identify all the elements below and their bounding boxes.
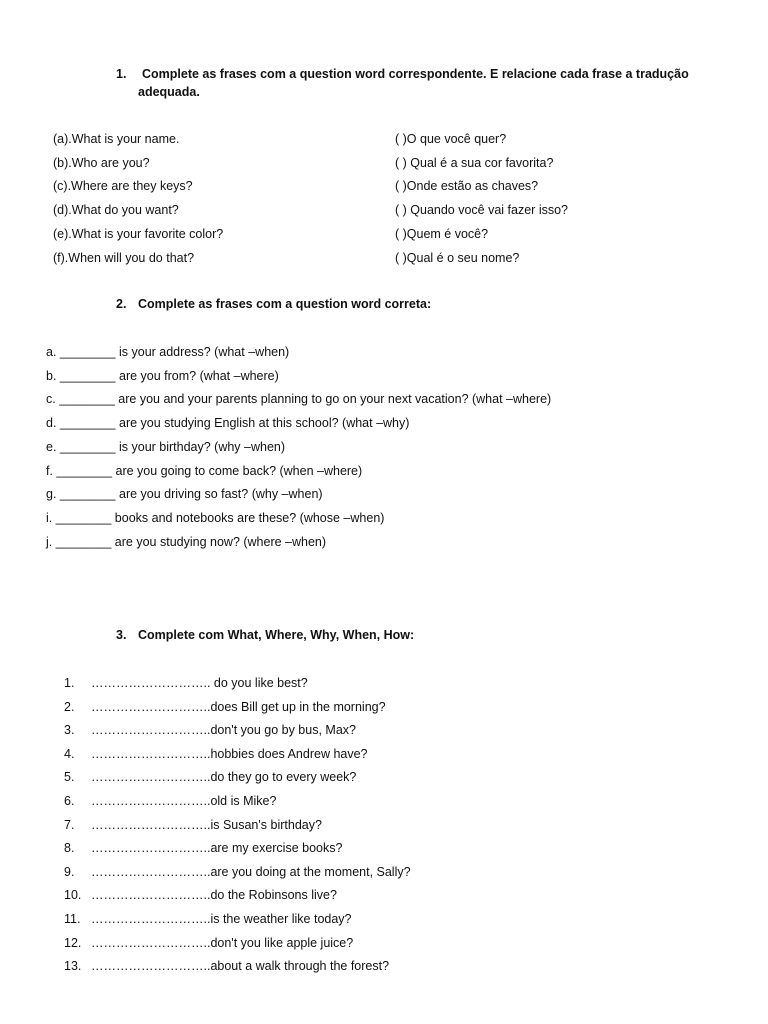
match-translation-item: ( )Onde estão as chaves? — [395, 179, 539, 194]
fill-blank-item: i. ________ books and notebooks are these? (whose –when) — [46, 510, 385, 525]
exercise-item: ………………………..are my exercise books? — [91, 841, 343, 856]
section2-number: 2. — [116, 297, 127, 311]
exercise-item: ………………………..do the Robinsons live? — [91, 888, 337, 903]
fill-blank-item: b. ________ are you from? (what –where) — [46, 368, 279, 383]
exercise-item: ………………………..old is Mike? — [91, 794, 277, 808]
exercise-item: ……………………….. do you like best? — [91, 676, 308, 690]
exercise-number: 7. — [64, 817, 75, 832]
exercise-number: 10. — [64, 888, 82, 903]
exercise-item: ………………………..do they go to every week? — [91, 770, 357, 785]
exercise-item: ………………………..are you doing at the moment, Sally? — [91, 864, 411, 879]
section1-number: 1. — [116, 67, 127, 81]
match-translation-item: ( ) Qual é a sua cor favorita? — [395, 155, 554, 170]
match-translation-item: ( )O que você quer? — [395, 132, 507, 146]
exercise-item: ………………………..hobbies does Andrew have? — [91, 746, 368, 761]
exercise-number: 1. — [64, 676, 75, 690]
section2-title: Complete as frases com a question word correta: — [138, 297, 432, 311]
match-question-item: (b).Who are you? — [53, 155, 150, 170]
section3-heading — [116, 628, 414, 642]
section2-heading — [116, 297, 431, 311]
match-question-item: (c).Where are they keys? — [53, 179, 193, 194]
match-question-item: (a).What is your name. — [53, 132, 180, 146]
section3-number: 3. — [116, 628, 127, 642]
exercise-number: 3. — [64, 723, 75, 738]
match-translation-item: ( )Qual é o seu nome? — [395, 250, 520, 265]
match-translation-item: ( )Quem é você? — [395, 226, 489, 241]
match-translation-item: ( ) Quando você vai fazer isso? — [395, 203, 568, 218]
fill-blank-item: a. ________ is your address? (what –when) — [46, 345, 290, 359]
exercise-item: ………………………..is Susan's birthday? — [91, 817, 322, 832]
fill-blank-item: f. ________ are you going to come back? (when –where) — [46, 463, 363, 478]
match-question-item: (d).What do you want? — [53, 203, 179, 218]
fill-blank-item: j. ________ are you studying now? (where –when) — [46, 534, 327, 549]
section1-title-line1: Complete as frases com a question word correspondente. E relacione cada frase a tradução — [142, 67, 689, 81]
fill-blank-item: c. ________ are you and your parents planning to go on your next vacation? (what –where) — [46, 392, 552, 407]
exercise-number: 6. — [64, 794, 75, 808]
exercise-number: 8. — [64, 841, 75, 856]
exercise-number: 11. — [64, 912, 81, 926]
fill-blank-item: d. ________ are you studying English at this school? (what –why) — [46, 416, 410, 431]
fill-blank-item: e. ________ is your birthday? (why –when) — [46, 439, 286, 454]
exercise-item: ………………………..about a walk through the forest? — [91, 959, 390, 974]
match-question-item: (e).What is your favorite color? — [53, 226, 224, 241]
section1-heading — [116, 67, 689, 81]
exercise-item: ………………………..don't you go by bus, Max? — [91, 723, 356, 738]
match-question-item: (f).When will you do that? — [53, 250, 195, 265]
exercise-number: 12. — [64, 935, 82, 950]
section3-title: Complete com What, Where, Why, When, How: — [138, 628, 415, 642]
exercise-number: 9. — [64, 864, 75, 879]
exercise-item: ………………………..is the weather like today? — [91, 912, 352, 926]
exercise-item: ………………………..don't you like apple juice? — [91, 935, 354, 950]
exercise-item: ………………………..does Bill get up in the morning? — [91, 699, 386, 714]
exercise-number: 2. — [64, 699, 75, 714]
fill-blank-item: g. ________ are you driving so fast? (why –when) — [46, 487, 323, 502]
exercise-number: 13. — [64, 959, 82, 974]
exercise-number: 5. — [64, 770, 75, 785]
section1-title-line2: adequada. — [138, 85, 200, 99]
exercise-number: 4. — [64, 746, 75, 761]
